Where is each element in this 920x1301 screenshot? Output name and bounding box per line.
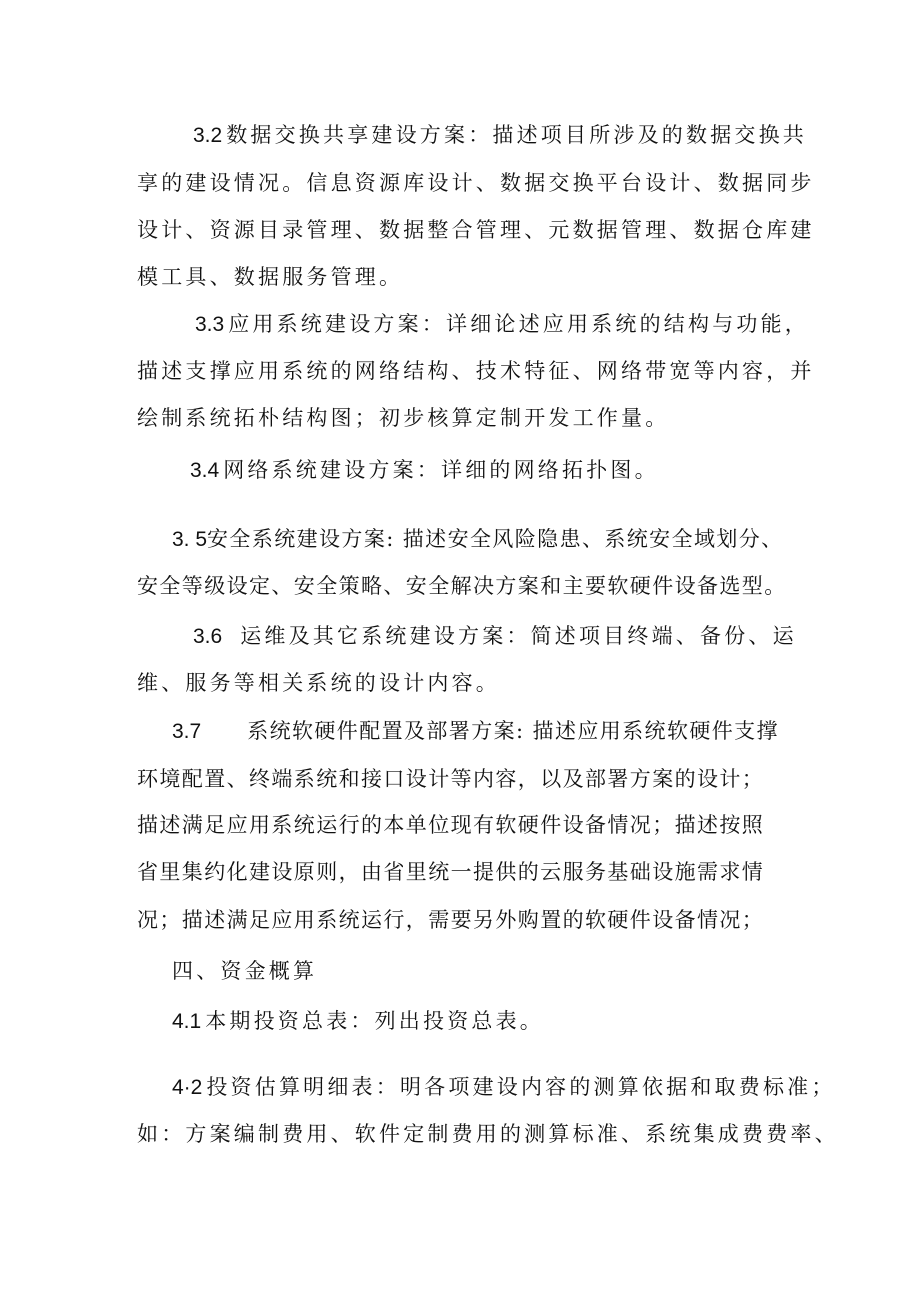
paragraph-text: 安全系统建设方案: 描述安全风险隐患、系统安全域划分、 <box>207 527 784 551</box>
paragraph-text: 本期投资总表：列出投资总表。 <box>205 1009 545 1033</box>
section-3-3-line-3: 绘制系统拓朴结构图；初步核算定制开发工作量。 <box>137 406 670 430</box>
paragraph-text: 系统软硬件配置及部署方案: 描述应用系统软硬件支撑 <box>247 719 779 743</box>
section-3-3-line-2: 描述支撑应用系统的网络结构、技术特征、网络带宽等内容，并 <box>137 359 815 383</box>
paragraph-text: 网络系统建设方案：详细的网络拓扑图。 <box>223 458 659 482</box>
paragraph-text: 投资估算明细表：明各项建设内容的测算依据和取费标准； <box>206 1075 836 1099</box>
section-3-7-line-3: 描述满足应用系统运行的本单位现有软硬件设备情况；描述按照 <box>137 813 765 837</box>
section-3-7-line-1 <box>172 716 779 747</box>
section-3-7-line-4: 省里集约化建设原则，由省里统一提供的云服务基础设施需求情 <box>137 860 765 884</box>
section-4-1-line-1 <box>172 1006 544 1037</box>
section-3-5-line-1 <box>172 524 784 555</box>
section-3-7-line-2: 环境配置、终端系统和接口设计等内容，以及部署方案的设计； <box>137 767 765 791</box>
paragraph-text: 运维及其它系统建设方案：简述项目终端、备份、运 <box>240 624 797 648</box>
section-number: 3.2 <box>193 124 223 147</box>
section-number: 3.4 <box>190 459 220 482</box>
section-3-3-line-1 <box>195 309 809 340</box>
section-number: 4.1 <box>172 1010 202 1033</box>
section-3-4-line-1 <box>190 455 659 486</box>
paragraph-text: 数据交换共享建设方案：描述项目所涉及的数据交换共 <box>226 123 808 147</box>
section-3-7-line-5: 况；描述满足应用系统运行，需要另外购置的软硬件设备情况； <box>137 908 765 932</box>
section-number: 4·2 <box>172 1076 203 1099</box>
section-number: 3. 5 <box>172 528 208 551</box>
section-4-heading: 四、资金概算 <box>172 959 318 983</box>
section-4-2-line-1 <box>172 1072 836 1103</box>
paragraph-text: 应用系统建设方案：详细论述应用系统的结构与功能， <box>228 312 810 336</box>
section-number: 3.7 <box>172 720 202 743</box>
section-3-2-line-4: 模工具、数据服务管理。 <box>137 265 404 289</box>
section-3-2-line-1 <box>193 120 807 151</box>
section-3-6-line-2: 维、服务等相关系统的设计内容。 <box>137 671 500 695</box>
section-3-5-line-2: 安全等级设定、安全策略、安全解决方案和主要软硬件设备选型。 <box>137 574 787 598</box>
section-number: 3.6 <box>193 625 223 648</box>
section-3-6-line-1 <box>193 621 797 652</box>
section-4-2-line-2: 如：方案编制费用、软件定制费用的测算标准、系统集成费费率、 <box>137 1122 839 1146</box>
section-3-2-line-2: 享的建设情况。信息资源库设计、数据交换平台设计、数据同步 <box>137 171 815 195</box>
section-number: 3.3 <box>195 313 225 336</box>
section-3-2-line-3: 设计、资源目录管理、数据整合管理、元数据管理、数据仓库建 <box>137 218 815 242</box>
